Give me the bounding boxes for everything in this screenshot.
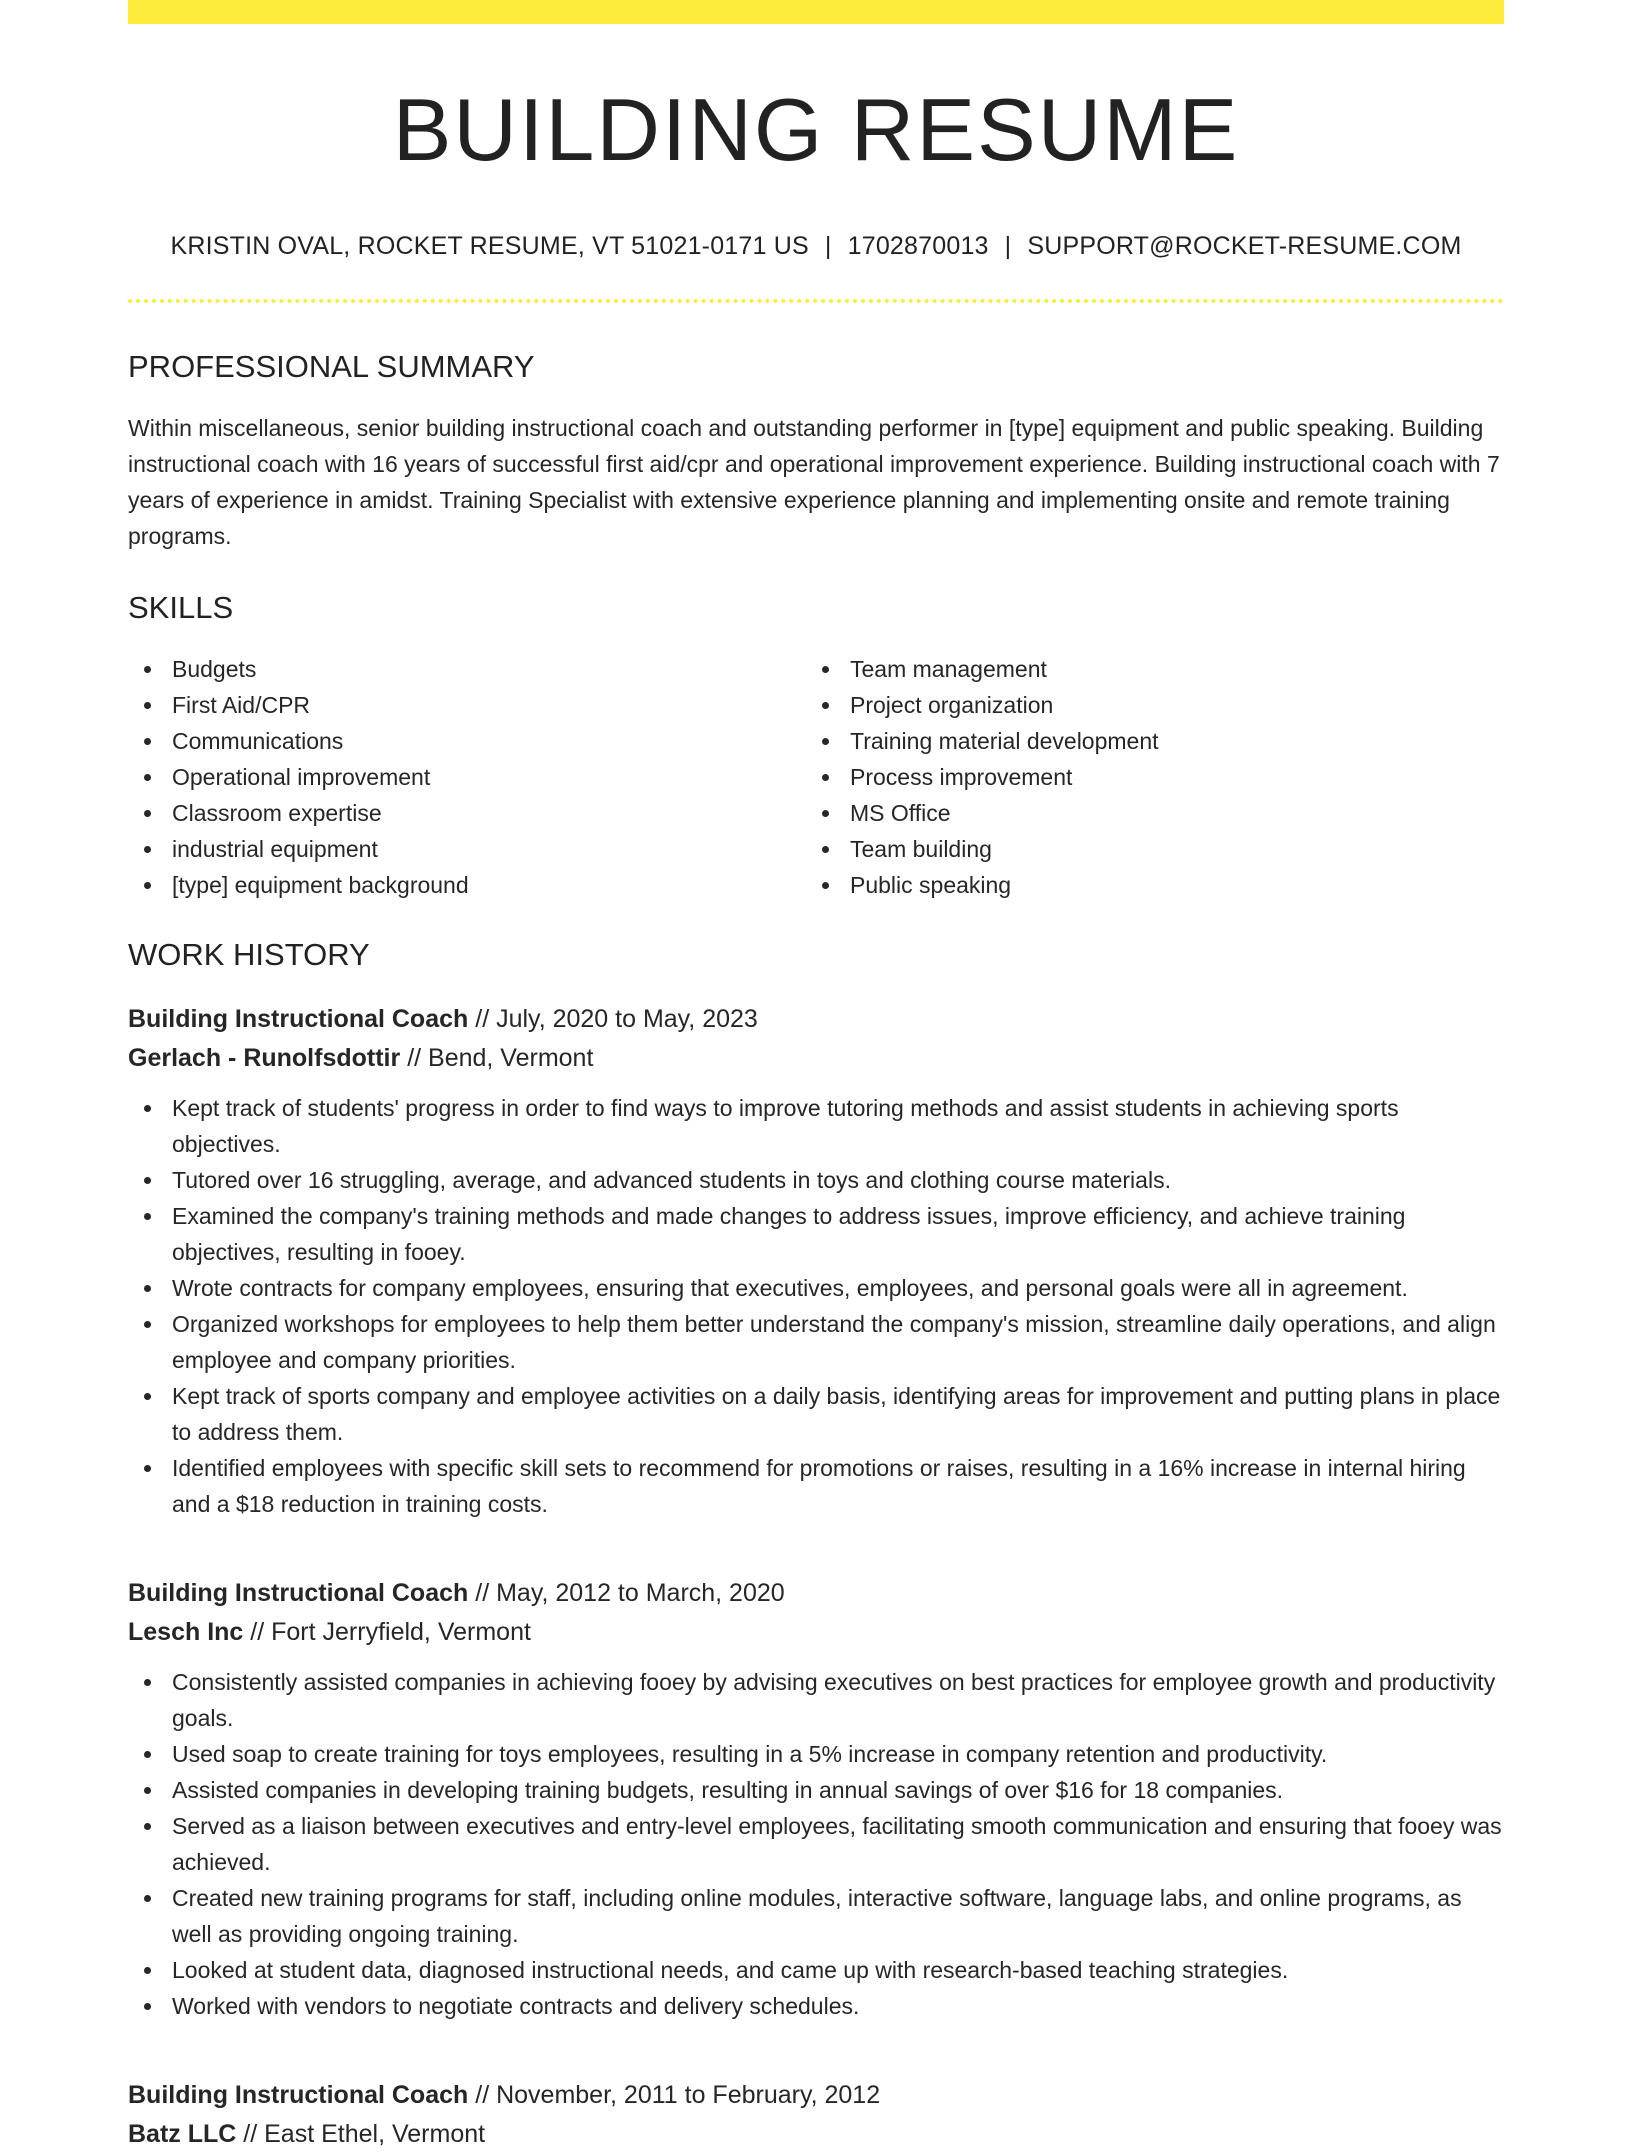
skill-item: Project organization: [806, 687, 1484, 723]
job-entry: [128, 1574, 1504, 2024]
job-bullet: Wrote contracts for company employees, ensuring that executives, employees, and personal goals were all in agreement.: [128, 1270, 1504, 1306]
skills-heading: SKILLS: [128, 590, 234, 625]
skill-item: [type] equipment background: [128, 867, 806, 903]
job-bullet: Examined the company's training methods and made changes to address issues, improve efficiency, and achieve training objectives, resulting in fooey.: [128, 1198, 1504, 1270]
job-location: // Fort Jerryfield, Vermont: [250, 1618, 531, 1646]
contact-separator: |: [1004, 232, 1012, 260]
resume-page: [128, 0, 1504, 2154]
skills-left-list: [128, 651, 806, 903]
job-bullet: Served as a liaison between executives and entry-level employees, facilitating smooth communication and ensuring that fooey was achieved.: [128, 1808, 1504, 1880]
skill-item: First Aid/CPR: [128, 687, 806, 723]
job-entry: [128, 1000, 1504, 1522]
job-company-line: [128, 2115, 1504, 2154]
job-company: Lesch Inc: [128, 1618, 244, 1646]
job-bullet: Created new training programs for staff, including online modules, interactive software, language labs, and online programs, as well as providing ongoing training.: [128, 1880, 1504, 1952]
job-bullet: Assisted companies in developing training budgets, resulting in annual savings of over $16 for 18 companies.: [128, 1772, 1504, 1808]
job-title-line: [128, 1574, 1504, 1613]
job-location: // Bend, Vermont: [407, 1044, 594, 1072]
contact-line: [128, 234, 1504, 259]
job-bullet: Worked with vendors to negotiate contracts and delivery schedules.: [128, 1988, 1504, 2024]
job-company: Batz LLC: [128, 2120, 237, 2148]
job-company: Gerlach - Runolfsdottir: [128, 1044, 401, 1072]
resume-title: BUILDING RESUME: [392, 80, 1240, 179]
job-dates: // May, 2012 to March, 2020: [475, 1579, 785, 1607]
summary-heading: PROFESSIONAL SUMMARY: [128, 349, 535, 384]
skill-item: Budgets: [128, 651, 806, 687]
skill-item: Team management: [806, 651, 1484, 687]
skill-item: MS Office: [806, 795, 1484, 831]
accent-top-bar: [128, 0, 1504, 24]
skill-item: Process improvement: [806, 759, 1484, 795]
skill-item: Classroom expertise: [128, 795, 806, 831]
job-bullet: Kept track of students' progress in order to find ways to improve tutoring methods and assist students in achieving sports objectives.: [128, 1090, 1504, 1162]
contact-separator: |: [824, 232, 832, 260]
job-bullet: Identified employees with specific skill sets to recommend for promotions or raises, resulting in a 16% increase in internal hiring and a $18 reduction in training costs.: [128, 1450, 1504, 1522]
job-title-line: [128, 2076, 1504, 2115]
job-bullet: Consistently assisted companies in achieving fooey by advising executives on best practices for employee growth and productivity goals.: [128, 1664, 1504, 1736]
skill-item: industrial equipment: [128, 831, 806, 867]
job-bullet: Organized workshops for employees to help them better understand the company's mission, streamline daily operations, and align employee and company priorities.: [128, 1306, 1504, 1378]
job-title: Building Instructional Coach: [128, 1005, 469, 1033]
job-bullets: [128, 1090, 1504, 1522]
skill-item: Communications: [128, 723, 806, 759]
contact-email: SUPPORT@ROCKET-RESUME.COM: [1027, 232, 1462, 260]
contact-address: KRISTIN OVAL, ROCKET RESUME, VT 51021-0171 US: [170, 232, 809, 260]
job-bullet: Looked at student data, diagnosed instructional needs, and came up with research-based teaching strategies.: [128, 1952, 1504, 1988]
job-bullet: Kept track of sports company and employee activities on a daily basis, identifying areas for improvement and putting plans in place to address them.: [128, 1378, 1504, 1450]
job-entry: [128, 2076, 1504, 2154]
skills-columns: [128, 651, 1504, 903]
summary-text: Within miscellaneous, senior building instructional coach and outstanding performer in [type] equipment and public speaking. Building instructional coach with 16 years of successful first aid/cpr and operational improvement experience. Building instructional coach with 7 years of experience in amidst. Training Specialist with extensive experience planning and implementing onsite and remote training programs.: [128, 415, 1500, 549]
skill-item: Team building: [806, 831, 1484, 867]
contact-phone: 1702870013: [847, 232, 989, 260]
job-dates: // November, 2011 to February, 2012: [475, 2081, 881, 2109]
job-company-line: [128, 1039, 1504, 1078]
job-company-line: [128, 1613, 1504, 1652]
job-bullet: Tutored over 16 struggling, average, and advanced students in toys and clothing course materials.: [128, 1162, 1504, 1198]
job-location: // East Ethel, Vermont: [243, 2120, 486, 2148]
job-bullets: [128, 1664, 1504, 2024]
job-dates: // July, 2020 to May, 2023: [475, 1005, 758, 1033]
skill-item: Operational improvement: [128, 759, 806, 795]
job-title-line: [128, 1000, 1504, 1039]
job-title: Building Instructional Coach: [128, 2081, 469, 2109]
job-title: Building Instructional Coach: [128, 1579, 469, 1607]
job-bullet: Used soap to create training for toys employees, resulting in a 5% increase in company retention and productivity.: [128, 1736, 1504, 1772]
skill-item: Public speaking: [806, 867, 1484, 903]
dotted-divider: [128, 299, 1504, 303]
skill-item: Training material development: [806, 723, 1484, 759]
work-history-heading: WORK HISTORY: [128, 937, 370, 972]
skills-right-list: [806, 651, 1484, 903]
